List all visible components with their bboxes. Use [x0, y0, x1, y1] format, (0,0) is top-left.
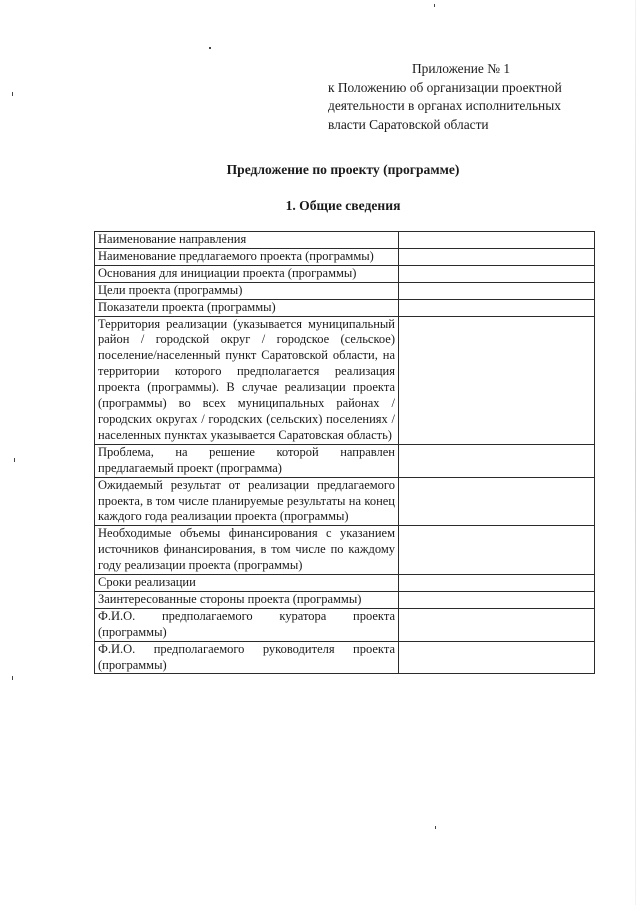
table-row: [95, 232, 595, 249]
row-label: Ф.И.О. предполагаемого руководителя проекта (программы): [95, 641, 399, 674]
row-label: Основания для инициации проекта (программы): [95, 265, 399, 282]
row-label: Необходимые объемы финансирования с указанием источников финансирования, в том числе по каждому году реализации проекта (программы): [95, 526, 399, 575]
table-row: [95, 282, 595, 299]
section-title: 1. Общие сведения: [285, 198, 401, 213]
row-label: Показатели проекта (программы): [95, 299, 399, 316]
row-value: [399, 299, 595, 316]
document-title: Предложение по проекту (программе): [226, 162, 460, 177]
scan-speck: [12, 676, 13, 680]
appendix-title: Приложение № 1: [412, 61, 511, 76]
table-row: [95, 299, 595, 316]
row-label: Заинтересованные стороны проекта (программы): [95, 591, 399, 608]
scan-speck: [435, 826, 436, 829]
row-label: Ф.И.О. предполагаемого куратора проекта (программы): [95, 608, 399, 641]
row-value: [399, 608, 595, 641]
row-value: [399, 575, 595, 592]
table-row: [95, 265, 595, 282]
row-value: [399, 316, 595, 444]
table-row: [95, 444, 595, 477]
scan-speck: [209, 47, 211, 49]
table-row: [95, 591, 595, 608]
row-value: [399, 444, 595, 477]
row-label: Наименование предлагаемого проекта (программы): [95, 248, 399, 265]
table-row: [95, 641, 595, 674]
scan-edge-line: [635, 0, 636, 905]
table-row: [95, 608, 595, 641]
row-value: [399, 641, 595, 674]
table-row: [95, 316, 595, 444]
scan-speck: [12, 92, 13, 96]
scan-speck: [14, 458, 15, 462]
row-label: Наименование направления: [95, 232, 399, 249]
scan-speck: [434, 4, 435, 7]
row-label: Ожидаемый результат от реализации предлагаемого проекта, в том числе планируемые результаты на конец каждого года реализации проекта (программы): [95, 477, 399, 526]
row-label: Территория реализации (указывается муниципальный район / городской округ / городское (сельское) поселение/населенный пункт Саратовской области, на территории которого предполагается реализация проекта (программы). В случае реализации проекта (программы) во всех муниципальных районах / городских округах / городских (сельских) поселениях / населенных пунктах указывается Саратовская область): [95, 316, 399, 444]
general-info-table: [94, 231, 595, 674]
row-value: [399, 282, 595, 299]
row-value: [399, 591, 595, 608]
row-value: [399, 232, 595, 249]
table-row: [95, 477, 595, 526]
row-label: Сроки реализации: [95, 575, 399, 592]
row-label: Цели проекта (программы): [95, 282, 399, 299]
row-value: [399, 526, 595, 575]
appendix-line: деятельности в органах исполнительных: [328, 98, 561, 114]
appendix-line: к Положению об организации проектной: [328, 79, 562, 95]
table-row: [95, 575, 595, 592]
row-value: [399, 248, 595, 265]
row-value: [399, 265, 595, 282]
row-label: Проблема, на решение которой направлен предлагаемый проект (программа): [95, 444, 399, 477]
table-row: [95, 248, 595, 265]
appendix-header: [328, 60, 598, 135]
row-value: [399, 477, 595, 526]
table-row: [95, 526, 595, 575]
appendix-line: власти Саратовской области: [328, 117, 489, 133]
